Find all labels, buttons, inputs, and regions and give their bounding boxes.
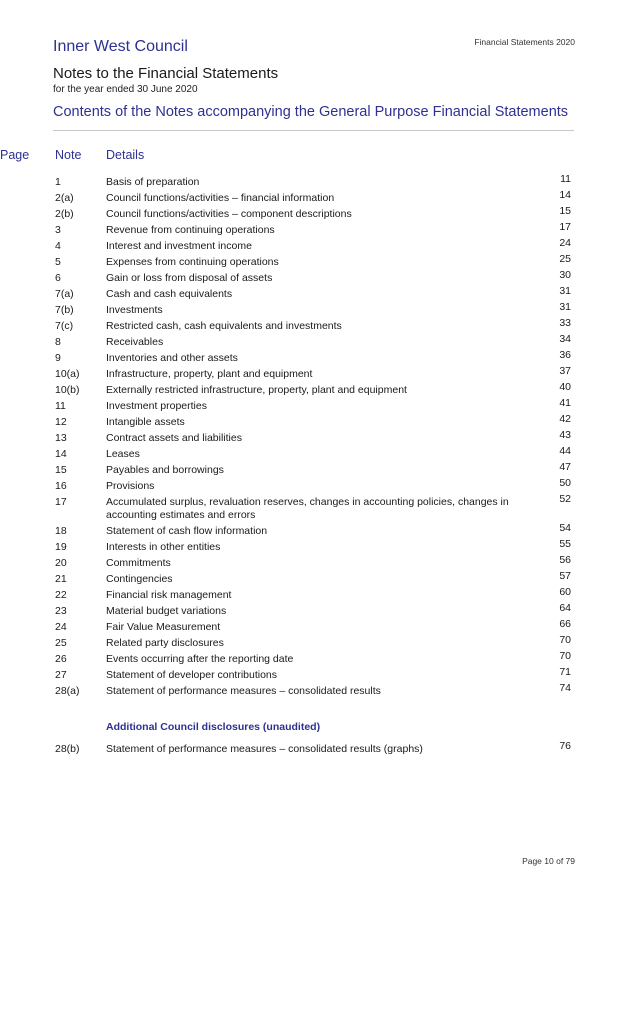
page-number: Page 10 of 79 — [522, 856, 575, 866]
note-number: 7(a) — [55, 288, 74, 300]
table-row — [55, 586, 571, 605]
table-row — [55, 237, 571, 256]
table-row — [55, 477, 571, 496]
note-page: 17 — [559, 221, 571, 233]
note-page: 47 — [559, 461, 571, 473]
note-page: 15 — [559, 205, 571, 217]
note-page: 31 — [559, 285, 571, 297]
table-row — [55, 682, 571, 701]
note-details: Council functions/activities – financial information — [106, 192, 335, 204]
note-details: Infrastructure, property, plant and equipment — [106, 368, 313, 380]
note-number: 27 — [55, 669, 67, 681]
note-page: 54 — [559, 522, 571, 534]
organisation-name: Inner West Council — [53, 38, 188, 55]
note-details: Interest and investment income — [106, 240, 252, 252]
note-number: 6 — [55, 272, 61, 284]
table-row — [55, 189, 571, 208]
note-details: Statement of performance measures – consolidated results — [106, 685, 381, 697]
table-row — [55, 205, 571, 224]
note-details: Statement of cash flow information — [106, 525, 268, 537]
table-row — [55, 522, 571, 541]
table-row — [55, 602, 571, 621]
column-header-page: Page — [0, 148, 30, 162]
table-row — [55, 365, 571, 384]
note-details: Investments — [106, 304, 163, 316]
section-title: Contents of the Notes accompanying the General Purpose Financial Statements — [53, 104, 569, 120]
note-details: Material budget variations — [106, 605, 227, 617]
table-row — [55, 381, 571, 400]
note-details: Restricted cash, cash equivalents and investments — [106, 320, 342, 332]
note-page: 11 — [560, 173, 571, 185]
note-number: 22 — [55, 589, 67, 601]
note-details: Provisions — [106, 480, 155, 492]
note-number: 9 — [55, 352, 61, 364]
note-details: Intangible assets — [106, 416, 185, 428]
note-details: Interests in other entities — [106, 541, 221, 553]
note-details: Council functions/activities – component descriptions — [106, 208, 352, 220]
note-details: Related party disclosures — [106, 637, 224, 649]
note-details: Basis of preparation — [106, 176, 200, 188]
table-row — [55, 269, 571, 288]
note-number: 15 — [55, 464, 67, 476]
note-page: 24 — [559, 237, 571, 249]
table-row — [55, 618, 571, 637]
note-number: 7(b) — [55, 304, 74, 316]
note-details: Cash and cash equivalents — [106, 288, 233, 300]
note-details: Externally restricted infrastructure, property, plant and equipment — [106, 384, 407, 396]
page-subtitle: for the year ended 30 June 2020 — [53, 84, 198, 95]
notes-table — [55, 173, 571, 701]
note-number: 12 — [55, 416, 67, 428]
note-page: 71 — [559, 666, 571, 678]
note-details: Accumulated surplus, revaluation reserves, changes in accounting policies, changes in accounting estimates and errors — [106, 496, 509, 521]
table-row — [55, 461, 571, 480]
note-number: 18 — [55, 525, 67, 537]
table-row — [55, 301, 571, 320]
note-number: 21 — [55, 573, 67, 585]
additional-notes-table — [55, 740, 571, 759]
table-row — [55, 173, 571, 192]
table-row — [55, 413, 571, 432]
table-row — [55, 397, 571, 416]
note-page: 41 — [559, 397, 571, 409]
table-row — [55, 650, 571, 669]
note-details: Events occurring after the reporting date — [106, 653, 294, 665]
note-number: 3 — [55, 224, 61, 236]
table-row — [55, 333, 571, 352]
note-number: 11 — [55, 400, 66, 412]
note-page: 57 — [559, 570, 571, 582]
note-page: 52 — [559, 493, 571, 505]
table-row — [55, 634, 571, 653]
note-page: 55 — [559, 538, 571, 550]
page-title: Notes to the Financial Statements — [53, 65, 279, 82]
note-page: 56 — [559, 554, 571, 566]
document-title: Financial Statements 2020 — [474, 37, 575, 47]
note-page: 76 — [559, 740, 571, 752]
note-page: 25 — [559, 253, 571, 265]
note-details: Contingencies — [106, 573, 173, 585]
note-number: 19 — [55, 541, 67, 553]
table-row — [55, 570, 571, 589]
note-page: 64 — [559, 602, 571, 614]
note-details: Receivables — [106, 336, 164, 348]
note-number: 23 — [55, 605, 67, 617]
column-header-details: Details — [106, 148, 145, 162]
column-header-note: Note — [55, 148, 82, 162]
note-number: 16 — [55, 480, 67, 492]
note-page: 70 — [559, 650, 571, 662]
note-details: Payables and borrowings — [106, 464, 224, 476]
note-number: 10(a) — [55, 368, 80, 380]
note-number: 13 — [55, 432, 67, 444]
note-number: 2(b) — [55, 208, 74, 220]
note-details: Fair Value Measurement — [106, 621, 221, 633]
note-number: 28(b) — [55, 743, 80, 755]
note-number: 7(c) — [55, 320, 74, 332]
table-row — [55, 253, 571, 272]
note-page: 30 — [559, 269, 571, 281]
note-page: 34 — [559, 333, 571, 345]
note-page: 37 — [559, 365, 571, 377]
note-number: 20 — [55, 557, 67, 569]
table-row — [55, 538, 571, 557]
note-page: 36 — [559, 349, 571, 361]
note-details: Statement of developer contributions — [106, 669, 278, 681]
note-number: 4 — [55, 240, 61, 252]
note-details: Gain or loss from disposal of assets — [106, 272, 273, 284]
note-details: Commitments — [106, 557, 171, 569]
table-row — [55, 740, 571, 759]
table-row — [55, 317, 571, 336]
note-number: 28(a) — [55, 685, 80, 697]
note-page: 43 — [559, 429, 571, 441]
table-row — [55, 445, 571, 464]
table-row — [55, 666, 571, 685]
table-row — [55, 349, 571, 368]
note-number: 1 — [55, 176, 61, 188]
note-page: 31 — [559, 301, 571, 313]
note-number: 10(b) — [55, 384, 80, 396]
divider — [53, 130, 574, 131]
note-page: 14 — [559, 189, 571, 201]
note-number: 2(a) — [55, 192, 74, 204]
table-row — [55, 429, 571, 448]
table-row — [55, 493, 571, 525]
note-page: 44 — [559, 445, 571, 457]
note-number: 24 — [55, 621, 67, 633]
note-page: 40 — [559, 381, 571, 393]
note-number: 25 — [55, 637, 67, 649]
note-details: Expenses from continuing operations — [106, 256, 279, 268]
note-number: 5 — [55, 256, 61, 268]
note-page: 74 — [559, 682, 571, 694]
additional-disclosures-heading: Additional Council disclosures (unaudited) — [106, 721, 321, 733]
note-details: Leases — [106, 448, 140, 460]
note-details: Investment properties — [106, 400, 207, 412]
note-details: Revenue from continuing operations — [106, 224, 275, 236]
note-number: 26 — [55, 653, 67, 665]
note-details: Financial risk management — [106, 589, 232, 601]
table-row — [55, 285, 571, 304]
note-number: 14 — [55, 448, 67, 460]
note-page: 50 — [559, 477, 571, 489]
table-row — [55, 221, 571, 240]
note-page: 66 — [559, 618, 571, 630]
note-page: 60 — [559, 586, 571, 598]
note-number: 8 — [55, 336, 61, 348]
note-details: Inventories and other assets — [106, 352, 238, 364]
table-row — [55, 554, 571, 573]
note-details: Statement of performance measures – consolidated results (graphs) — [106, 743, 423, 755]
note-page: 70 — [559, 634, 571, 646]
note-details: Contract assets and liabilities — [106, 432, 242, 444]
note-page: 33 — [559, 317, 571, 329]
note-page: 42 — [559, 413, 571, 425]
note-number: 17 — [55, 496, 67, 508]
